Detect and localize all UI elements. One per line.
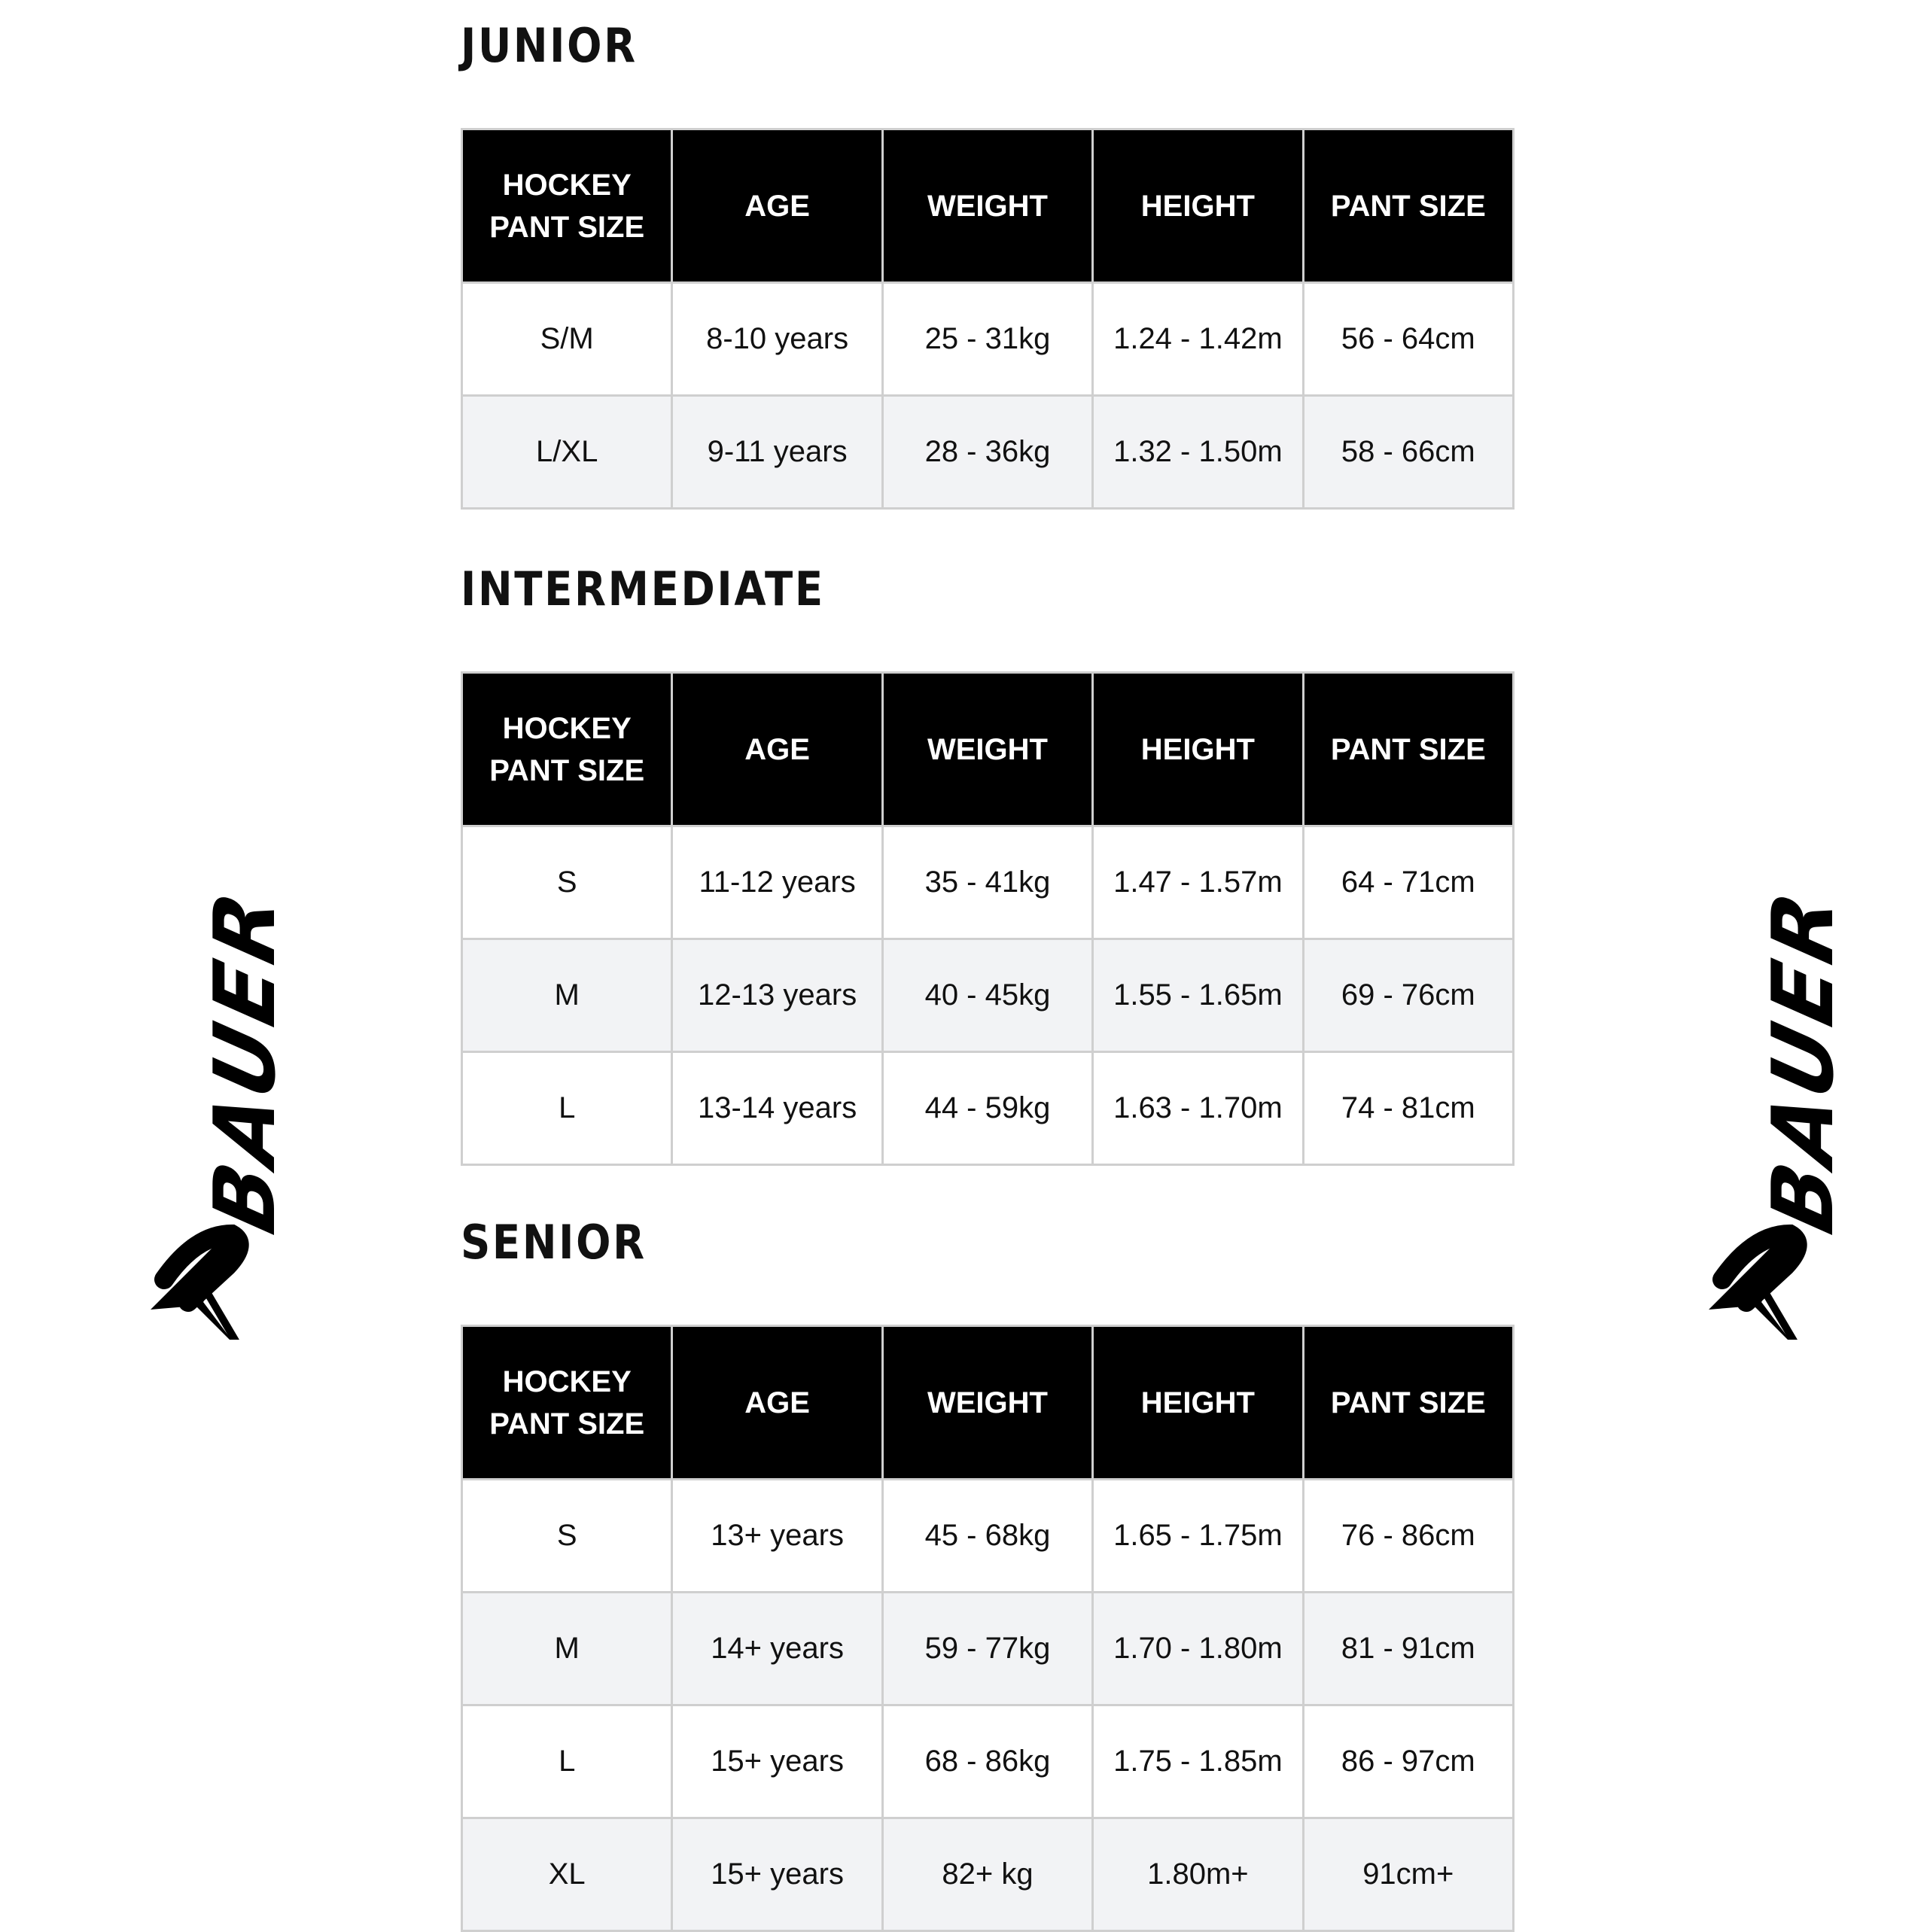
cell-pant-size: 74 - 81cm <box>1303 1052 1513 1165</box>
cell-weight: 28 - 36kg <box>882 396 1092 509</box>
cell-pant-size: 58 - 66cm <box>1303 396 1513 509</box>
cell-age: 9-11 years <box>672 396 882 509</box>
cell-pant-size: 86 - 97cm <box>1303 1705 1513 1818</box>
cell-age: 13-14 years <box>672 1052 882 1165</box>
cell-age: 12-13 years <box>672 939 882 1052</box>
cell-weight: 59 - 77kg <box>882 1593 1092 1705</box>
column-header-age: AGE <box>672 673 882 826</box>
cell-height: 1.75 - 1.85m <box>1093 1705 1303 1818</box>
column-header-weight: WEIGHT <box>882 129 1092 283</box>
intermediate-size-table <box>461 671 1515 1166</box>
column-header-hockey-pant-size: HOCKEY PANT SIZE <box>462 1326 672 1480</box>
table-row <box>462 1593 1514 1705</box>
cell-hockey-pant-size: M <box>462 1593 672 1705</box>
cell-weight: 45 - 68kg <box>882 1480 1092 1593</box>
senior-size-table <box>461 1325 1515 1932</box>
table-row <box>462 1818 1514 1931</box>
cell-pant-size: 76 - 86cm <box>1303 1480 1513 1593</box>
cell-height: 1.47 - 1.57m <box>1093 826 1303 939</box>
cell-pant-size: 56 - 64cm <box>1303 283 1513 396</box>
cell-age: 13+ years <box>672 1480 882 1593</box>
cell-age: 15+ years <box>672 1818 882 1931</box>
cell-weight: 82+ kg <box>882 1818 1092 1931</box>
cell-weight: 35 - 41kg <box>882 826 1092 939</box>
cell-height: 1.24 - 1.42m <box>1093 283 1303 396</box>
cell-hockey-pant-size: L <box>462 1052 672 1165</box>
cell-height: 1.55 - 1.65m <box>1093 939 1303 1052</box>
column-header-age: AGE <box>672 1326 882 1480</box>
table-row <box>462 1052 1514 1165</box>
bauer-logo-right <box>1701 707 1852 1340</box>
table-header-row <box>462 673 1514 826</box>
cell-hockey-pant-size: M <box>462 939 672 1052</box>
cell-height: 1.70 - 1.80m <box>1093 1593 1303 1705</box>
table-row <box>462 396 1514 509</box>
cell-hockey-pant-size: S <box>462 1480 672 1593</box>
cell-age: 14+ years <box>672 1593 882 1705</box>
cell-age: 8-10 years <box>672 283 882 396</box>
cell-weight: 68 - 86kg <box>882 1705 1092 1818</box>
table-header-row <box>462 129 1514 283</box>
cell-height: 1.63 - 1.70m <box>1093 1052 1303 1165</box>
table-row <box>462 283 1514 396</box>
section-title-junior: JUNIOR <box>461 18 638 73</box>
column-header-height: HEIGHT <box>1093 1326 1303 1480</box>
cell-hockey-pant-size: S <box>462 826 672 939</box>
column-header-hockey-pant-size: HOCKEY PANT SIZE <box>462 129 672 283</box>
cell-hockey-pant-size: XL <box>462 1818 672 1931</box>
cell-hockey-pant-size: L/XL <box>462 396 672 509</box>
cell-age: 15+ years <box>672 1705 882 1818</box>
column-header-age: AGE <box>672 129 882 283</box>
column-header-pant-size: PANT SIZE <box>1303 673 1513 826</box>
cell-pant-size: 64 - 71cm <box>1303 826 1513 939</box>
column-header-weight: WEIGHT <box>882 673 1092 826</box>
column-header-pant-size: PANT SIZE <box>1303 129 1513 283</box>
cell-weight: 44 - 59kg <box>882 1052 1092 1165</box>
column-header-height: HEIGHT <box>1093 129 1303 283</box>
cell-hockey-pant-size: S/M <box>462 283 672 396</box>
table-row <box>462 826 1514 939</box>
column-header-hockey-pant-size: HOCKEY PANT SIZE <box>462 673 672 826</box>
table-row <box>462 939 1514 1052</box>
cell-pant-size: 91cm+ <box>1303 1818 1513 1931</box>
cell-height: 1.32 - 1.50m <box>1093 396 1303 509</box>
column-header-height: HEIGHT <box>1093 673 1303 826</box>
table-header-row <box>462 1326 1514 1480</box>
column-header-pant-size: PANT SIZE <box>1303 1326 1513 1480</box>
column-header-weight: WEIGHT <box>882 1326 1092 1480</box>
cell-hockey-pant-size: L <box>462 1705 672 1818</box>
bauer-wordmark: BAUER <box>1755 878 1852 1243</box>
cell-pant-size: 81 - 91cm <box>1303 1593 1513 1705</box>
cell-pant-size: 69 - 76cm <box>1303 939 1513 1052</box>
table-row <box>462 1705 1514 1818</box>
junior-size-table <box>461 128 1515 510</box>
section-title-intermediate: INTERMEDIATE <box>461 561 825 616</box>
bauer-wordmark: BAUER <box>196 878 294 1243</box>
cell-height: 1.65 - 1.75m <box>1093 1480 1303 1593</box>
cell-height: 1.80m+ <box>1093 1818 1303 1931</box>
section-title-senior: SENIOR <box>461 1215 647 1270</box>
cell-weight: 25 - 31kg <box>882 283 1092 396</box>
bauer-logo-left <box>143 707 294 1340</box>
cell-age: 11-12 years <box>672 826 882 939</box>
cell-weight: 40 - 45kg <box>882 939 1092 1052</box>
table-row <box>462 1480 1514 1593</box>
